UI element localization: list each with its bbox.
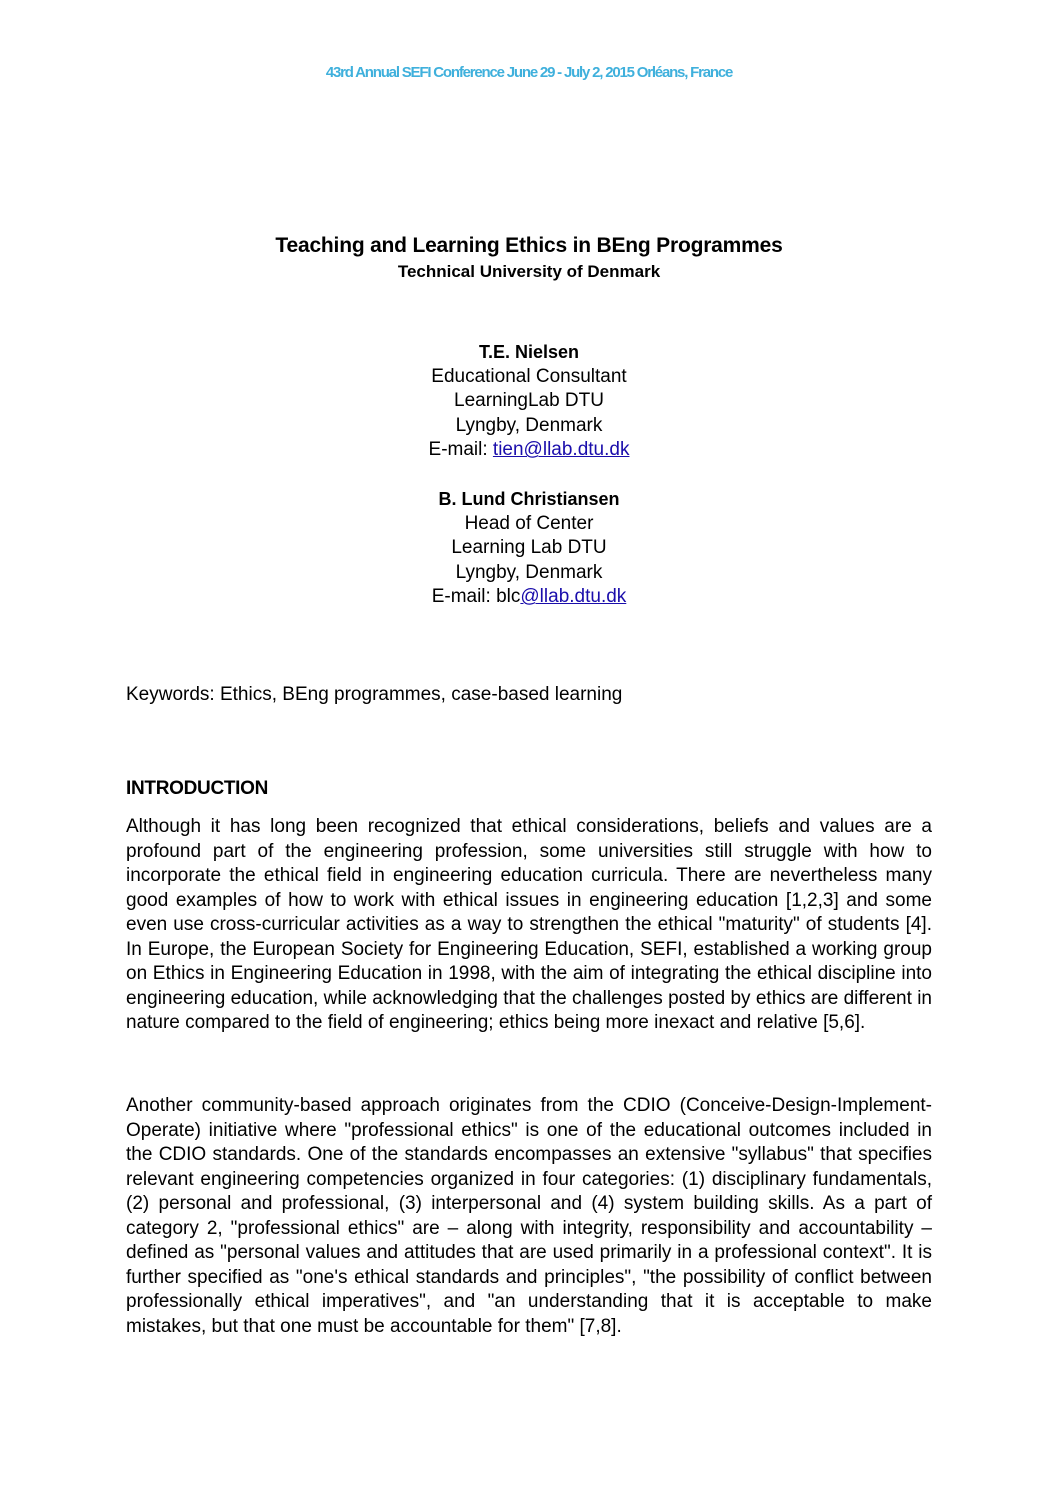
author-block-2 [0, 487, 1058, 610]
author-name: B. Lund Christiansen [438, 489, 620, 509]
section-heading-introduction: INTRODUCTION [126, 778, 269, 799]
paper-subtitle: Technical University of Denmark [397, 262, 661, 281]
author-role: Educational Consultant [431, 365, 627, 387]
body-paragraph: Another community-based approach originates from the CDIO (Conceive-Design-Implement-Operate) initiative where "professional ethics" is one of the educational outcomes included in the CDIO standards. One of the standards encompasses an extensive "syllabus" that specifies relevant engineering competencies organized in four categories: (1) disciplinary fundamentals, (2) personal and professional, (3) interpersonal and (4) system building skills. As a part of category 2, "professional ethics" are – along with integrity, responsibility and accountability – defined as "personal values and attitudes that are used primarily in a professional context". It is further specified as "one's ethical standards and principles", "the possibility of conflict between professionally ethical imperatives", and "an understanding that it is acceptable to make mistakes, but that one must be accountable for them" [7,8]. [126, 1095, 932, 1337]
body-paragraph: Although it has long been recognized that ethical considerations, beliefs and values are a profound part of the engineering profession, some universities still struggle with how to incorporate the ethical field in engineering education curricula. There are nevertheless many good examples of how to work with ethical issues in engineering education [1,2,3] and some even use cross-curricular activities as a way to strengthen the ethical "maturity" of students [4]. In Europe, the European Society for Engineering Education, SEFI, established a working group on Ethics in Engineering Education in 1998, with the aim of integrating the ethical discipline into engineering education, while acknowledging that the challenges posted by ethics are different in nature compared to the field of engineering; ethics being more inexact and relative [5,6]. [126, 816, 932, 1034]
author-role: Head of Center [464, 512, 594, 534]
email-link[interactable]: @llab.dtu.dk [520, 586, 627, 608]
email-label: E-mail: [431, 586, 497, 608]
author-block-1 [0, 340, 1058, 463]
author-organization: Learning Lab DTU [451, 537, 607, 559]
keywords: Keywords: Ethics, BEng programmes, case-based learning [126, 684, 623, 705]
author-location: Lyngby, Denmark [455, 561, 603, 583]
paper-title: Teaching and Learning Ethics in BEng Programmes [275, 234, 783, 257]
author-name: T.E. Nielsen [478, 342, 580, 362]
author-organization: LearningLab DTU [454, 390, 604, 412]
email-link[interactable]: tien@llab.dtu.dk [492, 439, 630, 461]
email-label: E-mail: [428, 439, 493, 461]
author-email [0, 585, 1058, 610]
email-prefix: blc [496, 586, 521, 608]
author-email [0, 438, 1058, 463]
conference-header: 43rd Annual SEFI Conference June 29 - July 2, 2015 Orléans, France [325, 64, 733, 81]
author-location: Lyngby, Denmark [455, 414, 603, 436]
